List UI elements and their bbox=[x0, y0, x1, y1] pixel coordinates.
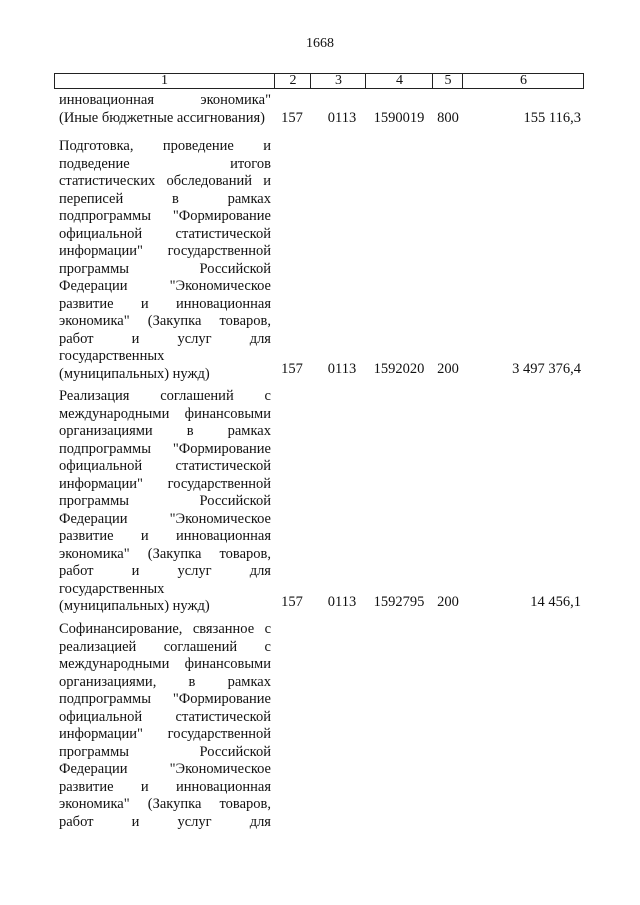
row-description bbox=[59, 92, 271, 127]
cell-amount: 155 116,3 bbox=[523, 110, 581, 126]
text-line: экономика" (Закупка товаров, bbox=[59, 313, 271, 329]
text-line: программы Российской bbox=[59, 743, 271, 760]
text-line: экономика" (Закупка товаров, bbox=[59, 545, 271, 562]
cell-section: 0113 bbox=[327, 110, 357, 126]
column-header-2: 2 bbox=[274, 74, 311, 88]
text-line: Федерации "Экономическое bbox=[59, 510, 271, 527]
text-line: информации" государственной bbox=[59, 475, 271, 492]
text-line: работ и услуг для bbox=[59, 330, 271, 347]
text-line: информации" государственной bbox=[59, 243, 271, 259]
row-description bbox=[59, 138, 271, 383]
cell-target: 1592795 bbox=[373, 594, 425, 610]
text-line: Федерации "Экономическое bbox=[59, 761, 271, 777]
cell-section: 0113 bbox=[327, 594, 357, 610]
page-number: 1668 bbox=[306, 36, 334, 51]
text-line: развитие и инновационная bbox=[59, 528, 271, 544]
text-line: международными финансовыми bbox=[59, 405, 271, 422]
text-line: подпрограммы "Формирование bbox=[59, 440, 271, 457]
text-line: экономика" (Закупка товаров, bbox=[59, 796, 271, 812]
cell-code: 157 bbox=[281, 594, 303, 610]
text-line: организациями в рамках bbox=[59, 423, 271, 439]
cell-amount: 14 456,1 bbox=[530, 594, 581, 610]
text-line: официальной статистической bbox=[59, 708, 271, 725]
text-line: Федерации "Экономическое bbox=[59, 278, 271, 294]
text-line: программы Российской bbox=[59, 260, 271, 277]
text-line: статистических обследований и bbox=[59, 173, 271, 189]
column-header-1: 1 bbox=[161, 73, 168, 88]
text-line: Подготовка, проведение и bbox=[59, 138, 271, 154]
text-line: международными финансовыми bbox=[59, 656, 271, 672]
text-line: Софинансирование, связанное с bbox=[59, 621, 271, 637]
text-line: развитие и инновационная bbox=[59, 778, 271, 795]
text-line: переписей в рамках bbox=[59, 190, 271, 207]
text-line: официальной статистической bbox=[59, 458, 271, 474]
cell-code: 157 bbox=[281, 110, 303, 126]
row-description bbox=[59, 388, 271, 616]
text-line: работ и услуг для bbox=[59, 563, 271, 579]
text-line: (муниципальных) нужд) bbox=[59, 598, 210, 614]
text-line: (Иные бюджетные ассигнования) bbox=[59, 109, 266, 126]
text-line: подведение итогов bbox=[59, 155, 271, 172]
cell-type: 200 bbox=[437, 361, 459, 377]
table-header bbox=[54, 73, 584, 89]
column-header-6: 6 bbox=[462, 74, 584, 88]
text-line: государственных bbox=[59, 348, 165, 364]
text-line: подпрограммы "Формирование bbox=[59, 691, 271, 707]
cell-target: 1590019 bbox=[373, 110, 425, 126]
text-line: организациями, в рамках bbox=[59, 673, 271, 690]
column-header-5: 5 bbox=[432, 74, 463, 88]
text-line: работ и услуг для bbox=[59, 813, 271, 830]
cell-amount: 3 497 376,4 bbox=[512, 361, 581, 377]
text-line: реализацией соглашений с bbox=[59, 638, 271, 655]
text-line: (муниципальных) нужд) bbox=[59, 365, 210, 382]
column-header-4: 4 bbox=[365, 74, 433, 88]
cell-section: 0113 bbox=[327, 361, 357, 377]
cell-target: 1592020 bbox=[373, 361, 425, 377]
text-line: государственных bbox=[59, 580, 165, 597]
text-line: Реализация соглашений с bbox=[59, 388, 271, 404]
text-line: подпрограммы "Формирование bbox=[59, 208, 271, 224]
cell-type: 800 bbox=[437, 110, 459, 126]
row-description bbox=[59, 621, 271, 831]
column-header-3: 3 bbox=[310, 74, 366, 88]
text-line: программы Российской bbox=[59, 493, 271, 509]
cell-code: 157 bbox=[281, 361, 303, 377]
text-line: официальной статистической bbox=[59, 225, 271, 242]
text-line: инновационная экономика" bbox=[59, 92, 271, 108]
text-line: информации" государственной bbox=[59, 726, 271, 742]
text-line: развитие и инновационная bbox=[59, 295, 271, 312]
cell-type: 200 bbox=[437, 594, 459, 610]
